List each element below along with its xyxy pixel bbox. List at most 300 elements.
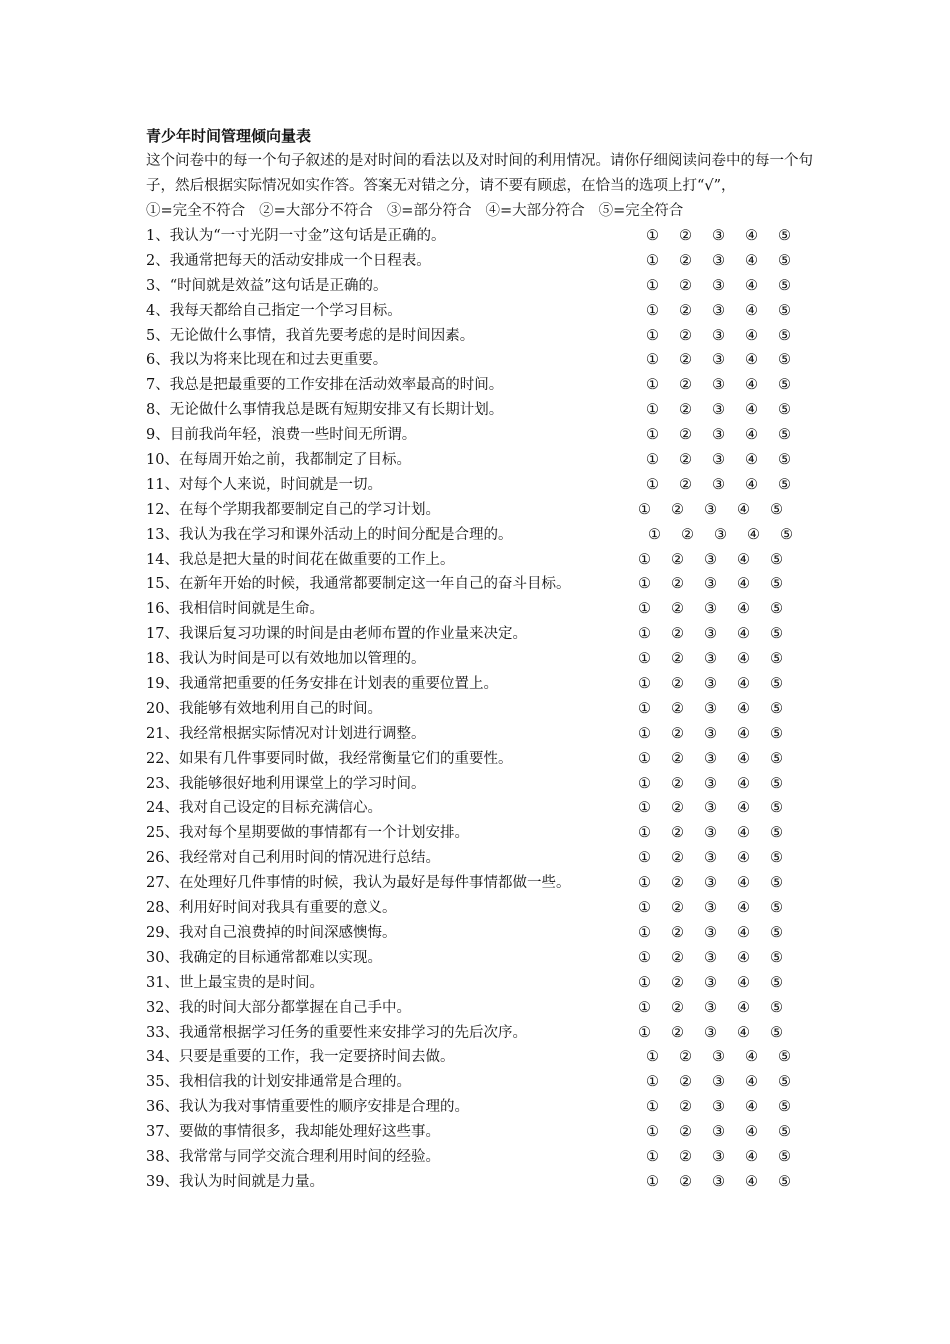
answer-options [646, 1120, 811, 1145]
answer-option-4[interactable]: ④ [745, 252, 758, 269]
answer-option-4[interactable]: ④ [737, 924, 750, 941]
answer-option-4[interactable]: ④ [745, 377, 758, 394]
answer-options [638, 597, 803, 622]
question-row [146, 672, 816, 697]
answer-option-4[interactable]: ④ [745, 1124, 758, 1141]
answer-option-4[interactable]: ④ [745, 352, 758, 369]
question-text: 33、我通常根据学习任务的重要性来安排学习的先后次序。 [146, 1024, 527, 1041]
answer-option-2[interactable]: ② [671, 949, 684, 966]
answer-options [638, 548, 803, 573]
answer-option-4[interactable]: ④ [737, 999, 750, 1016]
answer-option-5[interactable]: ⑤ [778, 352, 791, 369]
answer-option-4[interactable]: ④ [747, 526, 760, 543]
answer-option-1[interactable]: ① [638, 900, 651, 917]
question-row [146, 871, 816, 896]
answer-option-5[interactable]: ⑤ [778, 476, 791, 493]
answer-option-3[interactable]: ③ [704, 501, 717, 518]
question-text: 12、在每个学期我都要制定自己的学习计划。 [146, 501, 440, 518]
answer-option-5[interactable]: ⑤ [770, 626, 783, 643]
answer-options [646, 324, 811, 349]
answer-option-1[interactable]: ① [646, 1148, 659, 1165]
answer-option-1[interactable]: ① [638, 501, 651, 518]
answer-option-2[interactable]: ② [679, 427, 692, 444]
answer-option-3[interactable]: ③ [704, 924, 717, 941]
question-row [146, 299, 816, 324]
answer-options [646, 1095, 811, 1120]
answer-option-2[interactable]: ② [671, 676, 684, 693]
answer-option-3[interactable]: ③ [704, 576, 717, 593]
answer-options [646, 1070, 811, 1095]
scale-legend [146, 199, 816, 224]
legend-item-2: ②=大部分不符合 [259, 203, 373, 219]
answer-option-3[interactable]: ③ [712, 402, 725, 419]
answer-options [638, 672, 803, 697]
answer-option-2[interactable]: ② [671, 775, 684, 792]
answer-option-1[interactable]: ① [638, 974, 651, 991]
answer-option-5[interactable]: ⑤ [778, 327, 791, 344]
answer-option-1[interactable]: ① [638, 551, 651, 568]
answer-option-1[interactable]: ① [638, 1024, 651, 1041]
answer-option-5[interactable]: ⑤ [778, 1099, 791, 1116]
answer-option-2[interactable]: ② [679, 302, 692, 319]
legend-item-5: ⑤=完全符合 [598, 203, 684, 219]
answer-option-2[interactable]: ② [679, 1074, 692, 1091]
answer-option-5[interactable]: ⑤ [770, 875, 783, 892]
answer-option-5[interactable]: ⑤ [770, 700, 783, 717]
answer-option-3[interactable]: ③ [714, 526, 727, 543]
answer-option-3[interactable]: ③ [712, 452, 725, 469]
answer-option-1[interactable]: ① [638, 800, 651, 817]
answer-option-3[interactable]: ③ [704, 676, 717, 693]
answer-option-3[interactable]: ③ [712, 1074, 725, 1091]
answer-option-4[interactable]: ④ [737, 501, 750, 518]
answer-option-3[interactable]: ③ [704, 750, 717, 767]
answer-option-2[interactable]: ② [671, 601, 684, 618]
answer-option-2[interactable]: ② [671, 551, 684, 568]
answer-option-5[interactable]: ⑤ [770, 949, 783, 966]
answer-option-2[interactable]: ② [671, 900, 684, 917]
answer-options [638, 747, 803, 772]
answer-option-2[interactable]: ② [679, 1124, 692, 1141]
answer-option-1[interactable]: ① [638, 999, 651, 1016]
answer-option-1[interactable]: ① [646, 1124, 659, 1141]
answer-option-1[interactable]: ① [638, 850, 651, 867]
answer-option-3[interactable]: ③ [712, 277, 725, 294]
answer-option-5[interactable]: ⑤ [770, 725, 783, 742]
answer-option-4[interactable]: ④ [745, 476, 758, 493]
answer-option-1[interactable]: ① [646, 1074, 659, 1091]
answer-option-4[interactable]: ④ [737, 825, 750, 842]
answer-option-3[interactable]: ③ [704, 700, 717, 717]
question-text: 24、我对自己设定的目标充满信心。 [146, 800, 382, 817]
answer-option-3[interactable]: ③ [712, 252, 725, 269]
answer-option-5[interactable]: ⑤ [778, 1148, 791, 1165]
question-row [146, 548, 816, 573]
answer-options [638, 796, 803, 821]
answer-option-3[interactable]: ③ [712, 1049, 725, 1066]
answer-option-4[interactable]: ④ [737, 651, 750, 668]
legend-item-1: ①=完全不符合 [146, 203, 246, 219]
answer-option-3[interactable]: ③ [704, 949, 717, 966]
answer-option-1[interactable]: ① [646, 228, 659, 244]
question-text: 22、如果有几件事要同时做，我经常衡量它们的重要性。 [146, 750, 513, 767]
answer-option-1[interactable]: ① [638, 949, 651, 966]
question-text: 4、我每天都给自己指定一个学习目标。 [146, 302, 402, 319]
answer-option-5[interactable]: ⑤ [778, 228, 791, 244]
answer-option-5[interactable]: ⑤ [770, 900, 783, 917]
question-row [146, 647, 816, 672]
answer-option-3[interactable]: ③ [704, 651, 717, 668]
answer-option-2[interactable]: ② [679, 1148, 692, 1165]
question-row [146, 249, 816, 274]
answer-option-4[interactable]: ④ [745, 427, 758, 444]
question-text: 23、我能够很好地利用课堂上的学习时间。 [146, 775, 426, 792]
answer-option-4[interactable]: ④ [745, 1099, 758, 1116]
answer-option-3[interactable]: ③ [704, 875, 717, 892]
answer-options [638, 821, 803, 846]
answer-option-3[interactable]: ③ [704, 825, 717, 842]
question-text: 13、我认为我在学习和课外活动上的时间分配是合理的。 [146, 526, 513, 543]
answer-option-4[interactable]: ④ [745, 1074, 758, 1091]
question-row [146, 896, 816, 921]
question-text: 25、我对每个星期要做的事情都有一个计划安排。 [146, 825, 469, 842]
answer-option-5[interactable]: ⑤ [778, 377, 791, 394]
answer-options [638, 971, 803, 996]
answer-option-3[interactable]: ③ [712, 377, 725, 394]
answer-option-4[interactable]: ④ [745, 327, 758, 344]
answer-option-5[interactable]: ⑤ [770, 601, 783, 618]
answer-option-5[interactable]: ⑤ [778, 252, 791, 269]
answer-option-1[interactable]: ① [638, 601, 651, 618]
question-text: 39、我认为时间就是力量。 [146, 1173, 324, 1190]
answer-option-2[interactable]: ② [671, 1024, 684, 1041]
answer-option-5[interactable]: ⑤ [770, 676, 783, 693]
answer-option-3[interactable]: ③ [704, 850, 717, 867]
answer-option-3[interactable]: ③ [712, 1124, 725, 1141]
answer-option-4[interactable]: ④ [737, 974, 750, 991]
answer-option-5[interactable]: ⑤ [770, 551, 783, 568]
answer-options [638, 871, 803, 896]
answer-option-1[interactable]: ① [646, 377, 659, 394]
answer-option-2[interactable]: ② [671, 875, 684, 892]
answer-option-4[interactable]: ④ [737, 601, 750, 618]
answer-option-3[interactable]: ③ [704, 900, 717, 917]
answer-option-5[interactable]: ⑤ [770, 800, 783, 817]
answer-option-5[interactable]: ⑤ [778, 1049, 791, 1066]
instructions: 这个问卷中的每一个句子叙述的是对时间的看法以及对时间的利用情况。请你仔细阅读问卷中的每一个句子，然后根据实际情况如实作答。答案无对错之分，请不要有顾虑，在恰当的选项上打“√”， [146, 153, 813, 194]
answer-option-5[interactable]: ⑤ [770, 974, 783, 991]
answer-option-4[interactable]: ④ [737, 676, 750, 693]
answer-options [638, 647, 803, 672]
answer-option-1[interactable]: ① [638, 750, 651, 767]
answer-option-3[interactable]: ③ [704, 1024, 717, 1041]
answer-option-2[interactable]: ② [679, 1099, 692, 1116]
answer-options [646, 398, 811, 423]
question-text: 5、无论做什么事情，我首先要考虑的是时间因素。 [146, 327, 475, 344]
question-row [146, 423, 816, 448]
answer-option-3[interactable]: ③ [712, 302, 725, 319]
answer-options [638, 846, 803, 871]
question-row [146, 373, 816, 398]
question-text: 27、在处理好几件事情的时候，我认为最好是每件事情都做一些。 [146, 875, 571, 892]
question-row [146, 1170, 816, 1195]
answer-option-2[interactable]: ② [679, 252, 692, 269]
answer-options [648, 523, 813, 548]
answer-option-4[interactable]: ④ [745, 402, 758, 419]
answer-option-2[interactable]: ② [679, 228, 692, 244]
answer-option-1[interactable]: ① [646, 277, 659, 294]
answer-option-1[interactable]: ① [638, 651, 651, 668]
answer-option-2[interactable]: ② [671, 800, 684, 817]
answer-option-5[interactable]: ⑤ [770, 775, 783, 792]
answer-option-1[interactable]: ① [646, 1049, 659, 1066]
question-list [146, 224, 816, 1195]
answer-options [646, 373, 811, 398]
answer-option-5[interactable]: ⑤ [770, 924, 783, 941]
answer-option-3[interactable]: ③ [712, 352, 725, 369]
answer-option-4[interactable]: ④ [745, 277, 758, 294]
answer-option-4[interactable]: ④ [745, 228, 758, 244]
question-row [146, 921, 816, 946]
answer-option-3[interactable]: ③ [704, 626, 717, 643]
question-row [146, 523, 816, 548]
question-row [146, 1045, 816, 1070]
answer-options [638, 921, 803, 946]
answer-option-3[interactable]: ③ [704, 725, 717, 742]
answer-option-3[interactable]: ③ [712, 427, 725, 444]
question-text: 18、我认为时间是可以有效地加以管理的。 [146, 651, 426, 668]
answer-option-4[interactable]: ④ [737, 551, 750, 568]
answer-option-1[interactable]: ① [646, 1099, 659, 1116]
answer-option-2[interactable]: ② [671, 725, 684, 742]
answer-option-5[interactable]: ⑤ [770, 825, 783, 842]
question-row [146, 996, 816, 1021]
answer-option-1[interactable]: ① [638, 825, 651, 842]
question-row [146, 971, 816, 996]
question-row [146, 1021, 816, 1046]
answer-options [638, 1021, 803, 1046]
answer-option-2[interactable]: ② [681, 526, 694, 543]
page-title: 青少年时间管理倾向量表 [146, 127, 312, 145]
question-row [146, 1120, 816, 1145]
answer-option-2[interactable]: ② [671, 850, 684, 867]
answer-option-2[interactable]: ② [671, 999, 684, 1016]
question-text: 31、世上最宝贵的是时间。 [146, 974, 324, 991]
answer-option-3[interactable]: ③ [704, 551, 717, 568]
answer-option-1[interactable]: ① [638, 875, 651, 892]
question-row [146, 572, 816, 597]
question-text: 20、我能够有效地利用自己的时间。 [146, 700, 382, 717]
answer-option-1[interactable]: ① [646, 402, 659, 419]
legend-item-4: ④=大部分符合 [485, 203, 585, 219]
answer-options [646, 448, 811, 473]
answer-option-4[interactable]: ④ [737, 700, 750, 717]
answer-option-2[interactable]: ② [679, 1049, 692, 1066]
answer-options [646, 423, 811, 448]
answer-option-2[interactable]: ② [671, 974, 684, 991]
answer-option-4[interactable]: ④ [737, 576, 750, 593]
question-text: 21、我经常根据实际情况对计划进行调整。 [146, 725, 426, 742]
answer-option-5[interactable]: ⑤ [778, 302, 791, 319]
answer-option-1[interactable]: ① [638, 924, 651, 941]
question-row [146, 473, 816, 498]
question-text: 28、利用好时间对我具有重要的意义。 [146, 900, 397, 917]
question-row [146, 324, 816, 349]
answer-option-2[interactable]: ② [679, 402, 692, 419]
answer-option-1[interactable]: ① [638, 775, 651, 792]
answer-option-5[interactable]: ⑤ [780, 526, 793, 543]
question-row [146, 697, 816, 722]
answer-options [646, 1145, 811, 1170]
question-text: 1、我认为“一寸光阴一寸金”这句话是正确的。 [146, 228, 446, 244]
answer-options [646, 1170, 811, 1195]
question-row [146, 622, 816, 647]
answer-options [638, 622, 803, 647]
answer-option-1[interactable]: ① [638, 725, 651, 742]
question-row [146, 348, 816, 373]
answer-option-2[interactable]: ② [671, 626, 684, 643]
answer-option-1[interactable]: ① [646, 476, 659, 493]
answer-option-2[interactable]: ② [679, 452, 692, 469]
question-text: 7、我总是把最重要的工作安排在活动效率最高的时间。 [146, 377, 504, 394]
answer-option-5[interactable]: ⑤ [778, 1173, 791, 1190]
question-row [146, 1095, 816, 1120]
answer-option-3[interactable]: ③ [712, 228, 725, 244]
question-row [146, 224, 816, 249]
question-row [146, 398, 816, 423]
answer-option-5[interactable]: ⑤ [778, 427, 791, 444]
answer-option-5[interactable]: ⑤ [770, 750, 783, 767]
answer-option-1[interactable]: ① [646, 302, 659, 319]
question-text: 36、我认为我对事情重要性的顺序安排是合理的。 [146, 1099, 469, 1116]
answer-option-2[interactable]: ② [679, 377, 692, 394]
question-text: 29、我对自己浪费掉的时间深感懊悔。 [146, 924, 397, 941]
answer-option-1[interactable]: ① [638, 626, 651, 643]
answer-option-5[interactable]: ⑤ [770, 999, 783, 1016]
answer-option-5[interactable]: ⑤ [770, 850, 783, 867]
answer-options [638, 722, 803, 747]
question-text: 16、我相信时间就是生命。 [146, 601, 324, 618]
answer-options [638, 498, 803, 523]
question-text: 8、无论做什么事情我总是既有短期安排又有长期计划。 [146, 402, 504, 419]
answer-option-4[interactable]: ④ [745, 302, 758, 319]
answer-option-4[interactable]: ④ [737, 725, 750, 742]
answer-option-5[interactable]: ⑤ [770, 1024, 783, 1041]
question-row [146, 821, 816, 846]
question-text: 11、对每个人来说，时间就是一切。 [146, 476, 382, 493]
answer-option-3[interactable]: ③ [712, 1148, 725, 1165]
question-text: 26、我经常对自己利用时间的情况进行总结。 [146, 850, 440, 867]
answer-options [638, 896, 803, 921]
answer-options [638, 946, 803, 971]
answer-option-3[interactable]: ③ [712, 1173, 725, 1190]
answer-option-4[interactable]: ④ [737, 850, 750, 867]
answer-option-4[interactable]: ④ [737, 1024, 750, 1041]
answer-option-2[interactable]: ② [679, 327, 692, 344]
answer-option-1[interactable]: ① [638, 700, 651, 717]
answer-options [646, 249, 811, 274]
answer-option-3[interactable]: ③ [712, 327, 725, 344]
answer-option-4[interactable]: ④ [745, 1148, 758, 1165]
answer-option-1[interactable]: ① [646, 452, 659, 469]
answer-option-1[interactable]: ① [648, 526, 661, 543]
answer-option-4[interactable]: ④ [737, 750, 750, 767]
answer-option-3[interactable]: ③ [712, 476, 725, 493]
answer-option-5[interactable]: ⑤ [778, 277, 791, 294]
answer-option-1[interactable]: ① [646, 252, 659, 269]
answer-option-1[interactable]: ① [646, 427, 659, 444]
answer-options [646, 274, 811, 299]
answer-option-2[interactable]: ② [671, 651, 684, 668]
answer-option-5[interactable]: ⑤ [778, 1074, 791, 1091]
answer-option-5[interactable]: ⑤ [770, 651, 783, 668]
answer-option-4[interactable]: ④ [745, 1173, 758, 1190]
answer-option-3[interactable]: ③ [704, 974, 717, 991]
answer-option-2[interactable]: ② [671, 750, 684, 767]
answer-option-4[interactable]: ④ [737, 800, 750, 817]
answer-option-4[interactable]: ④ [745, 452, 758, 469]
answer-option-5[interactable]: ⑤ [770, 576, 783, 593]
answer-option-2[interactable]: ② [679, 352, 692, 369]
answer-option-5[interactable]: ⑤ [770, 501, 783, 518]
answer-option-4[interactable]: ④ [745, 1049, 758, 1066]
answer-option-3[interactable]: ③ [704, 999, 717, 1016]
answer-option-2[interactable]: ② [679, 1173, 692, 1190]
answer-option-1[interactable]: ① [638, 576, 651, 593]
answer-option-2[interactable]: ② [679, 277, 692, 294]
question-text: 19、我通常把重要的任务安排在计划表的重要位置上。 [146, 676, 498, 693]
answer-option-4[interactable]: ④ [737, 900, 750, 917]
answer-option-2[interactable]: ② [671, 501, 684, 518]
answer-option-5[interactable]: ⑤ [778, 1124, 791, 1141]
answer-option-2[interactable]: ② [671, 825, 684, 842]
answer-option-4[interactable]: ④ [737, 626, 750, 643]
legend-item-3: ③=部分符合 [386, 203, 472, 219]
question-row [146, 796, 816, 821]
answer-option-2[interactable]: ② [671, 700, 684, 717]
question-text: 3、“时间就是效益”这句话是正确的。 [146, 277, 388, 294]
question-row [146, 448, 816, 473]
answer-option-3[interactable]: ③ [704, 800, 717, 817]
question-text: 34、只要是重要的工作，我一定要挤时间去做。 [146, 1049, 455, 1066]
answer-option-1[interactable]: ① [638, 676, 651, 693]
answer-options [646, 299, 811, 324]
answer-option-3[interactable]: ③ [704, 601, 717, 618]
answer-option-1[interactable]: ① [646, 327, 659, 344]
answer-options [638, 572, 803, 597]
answer-option-4[interactable]: ④ [737, 775, 750, 792]
question-row [146, 946, 816, 971]
question-text: 38、我常常与同学交流合理利用时间的经验。 [146, 1148, 440, 1165]
answer-option-2[interactable]: ② [671, 576, 684, 593]
answer-option-3[interactable]: ③ [712, 1099, 725, 1116]
answer-option-2[interactable]: ② [679, 476, 692, 493]
answer-options [646, 1045, 811, 1070]
answer-option-5[interactable]: ⑤ [778, 452, 791, 469]
answer-options [638, 996, 803, 1021]
answer-options [646, 224, 811, 249]
answer-option-4[interactable]: ④ [737, 875, 750, 892]
answer-option-2[interactable]: ② [671, 924, 684, 941]
answer-option-5[interactable]: ⑤ [778, 402, 791, 419]
answer-option-1[interactable]: ① [646, 1173, 659, 1190]
question-text: 14、我总是把大量的时间花在做重要的工作上。 [146, 551, 455, 568]
answer-option-1[interactable]: ① [646, 352, 659, 369]
question-text: 15、在新年开始的时候，我通常都要制定这一年自己的奋斗目标。 [146, 576, 571, 593]
answer-option-4[interactable]: ④ [737, 949, 750, 966]
answer-option-3[interactable]: ③ [704, 775, 717, 792]
answer-options [638, 697, 803, 722]
